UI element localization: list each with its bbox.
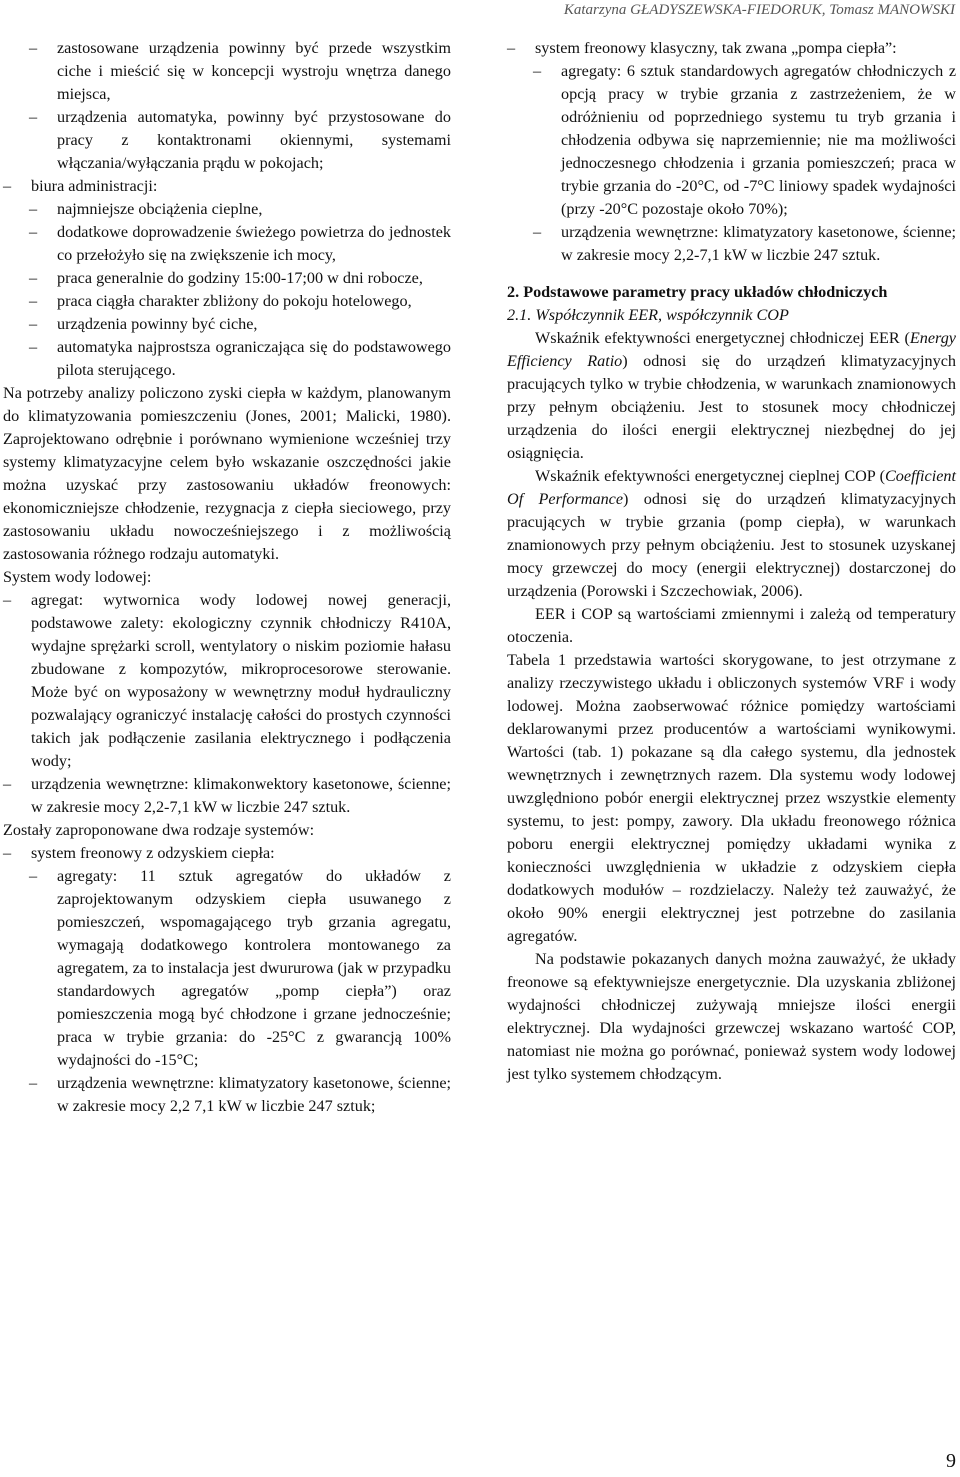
list-item-text: zastosowane urządzenia powinny być przede wszystkim ciche i mieścić się w koncepcji wystroju wnętrza danego miejsca, [57, 39, 451, 103]
dash-bullet-icon: – [29, 1074, 38, 1092]
list-item [3, 1072, 451, 1118]
running-header-authors: Katarzyna GŁADYSZEWSKA-FIEDORUK, Tomasz MANOWSKI [563, 2, 955, 18]
list-item-text: system freonowy klasyczny, tak zwana „pompa ciepła”: [535, 39, 897, 57]
paragraph-conclusion: Na podstawie pokazanych danych można zauważyć, że układy freonowe są efektywniejsze energetycznie. Dla uzyskania zbliżonej wydajności chłodniczej zużywają mniejsze ilości energii elektrycznej. Dla wydajności grzewczej wskazano wartość COP, natomiast nie można go porównać, ponieważ system wody lodowej jest tylko systemem chłodzącym. [507, 950, 956, 1083]
list-chilled-water-system [3, 589, 451, 819]
list-item [3, 175, 451, 198]
list-item [3, 865, 451, 1072]
list-item-text: biura administracji: [31, 177, 158, 195]
list-item-text: urządzenia wewnętrzne: klimatyzatory kasetonowe, ścienne; w zakresie mocy 2,2-7,1 kW w liczbie 247 sztuk. [561, 223, 956, 264]
list-item-text: urządzenia wewnętrzne: klimatyzatory kasetonowe, ścienne; w zakresie mocy 2,2 7,1 kW w liczbie 247 sztuk; [57, 1074, 451, 1115]
dash-bullet-icon: – [29, 200, 38, 218]
list-item-text: praca ciągła charakter zbliżony do pokoju hotelowego, [57, 292, 412, 310]
paragraph-eer-definition: Wskaźnik efektywności energetycznej chłodniczej EER (Energy Efficiency Ratio) odnosi się do urządzeń klimatyzacyjnych pracujących tylko w trybie chłodzenia, w warunkach znamionowych przy pełnym obciążeniu. Jest to stosunek mocy chłodniczej urządzenia do ilości energii elektrycznej niezbędnej do jej osiągnięcia. [507, 329, 956, 462]
list-item [3, 290, 451, 313]
list-item [3, 106, 451, 175]
paragraph-heat-gains-analysis: Na potrzeby analizy policzono zyski ciepła w każdym, planowanym do klimatyzowania pomieszczeniu (Jones, 2001; Malicki, 1980). Zaprojektowano odrębnie i porównano wymienione wcześniej trzy systemy klimatyzacyjne celem było wskazanie oszczędności jakie można uzyskać przy zastosowaniu układów freonowych: ekonomiczniejsze chłodzenie, rezygnacja z ciepła sieciowego, przy zastosowaniu układu nowocześniejszego i z możliwością zastosowania różnego rodzaju automatyki. [3, 384, 451, 563]
dash-bullet-icon: – [29, 292, 38, 310]
left-list-usage-requirements [3, 37, 451, 382]
left-column [3, 37, 451, 1118]
list-item [507, 221, 956, 267]
list-item [3, 773, 451, 819]
paragraph-cop-definition: Wskaźnik efektywności energetycznej cieplnej COP (Coefficient Of Performance) odnosi się do urządzeń klimatyzacyjnych pracujących w trybie grzania (pomp ciepła), w warunkach znamionowych przy pełnym obciążeniu. Jest to stosunek uzyskanej mocy grzewczej do mocy (energii elektrycznej) dostarczonej do urządzenia (Porowski i Szczechowiak, 2006). [507, 467, 956, 600]
list-item [3, 336, 451, 382]
list-item [3, 842, 451, 865]
list-item-text: agregaty: 6 sztuk standardowych agregatów chłodniczych z opcją pracy w trybie grzania z zastrzeżeniem, że w odróżnieniu od poprzedniego systemu tu tryb grzania i chłodzenia odbywa się naprzemiennie; nie ma możliwości jednoczesnego chłodzenia i grzania pomieszczeń; praca w trybie grzania do -20°C, od -7°C liniowy spadek wydajności (przy -20°C pozostaje około 70%); [561, 62, 956, 218]
list-item [3, 267, 451, 290]
dash-bullet-icon: – [3, 591, 12, 609]
dash-bullet-icon: – [3, 844, 12, 862]
list-item-text: praca generalnie do godziny 15:00-17;00 w dni robocze, [57, 269, 423, 287]
list-item-text: urządzenia wewnętrzne: klimakonwektory kasetonowe, ścienne; w zakresie mocy 2,2-7,1 kW w liczbie 247 sztuk. [31, 775, 451, 816]
dash-bullet-icon: – [533, 62, 542, 80]
section-heading-2: 2. Podstawowe parametry pracy układów chłodniczych [507, 283, 888, 301]
list-item [507, 60, 956, 221]
dash-bullet-icon: – [29, 223, 38, 241]
dash-bullet-icon: – [3, 177, 12, 195]
list-item [3, 37, 451, 106]
dash-bullet-icon: – [29, 108, 38, 126]
list-item-text: urządzenia powinny być ciche, [57, 315, 258, 333]
dash-bullet-icon: – [29, 269, 38, 287]
list-item-text: system freonowy z odzyskiem ciepła: [31, 844, 275, 862]
heading-proposed-systems: Zostały zaproponowane dwa rodzaje systemów: [3, 821, 315, 839]
list-classic-freon-system [507, 37, 956, 267]
list-item [3, 589, 451, 773]
dash-bullet-icon: – [507, 39, 516, 57]
list-item-text: urządzenia automatyka, powinny być przystosowane do pracy z kontaktronami okiennymi, systemami włączania/wyłączania prądu w pokojach; [57, 108, 451, 172]
dash-bullet-icon: – [29, 338, 38, 356]
term-coefficient-of-performance: Coefficient Of Performance [507, 467, 956, 508]
term-energy-efficiency-ratio: Energy Efficiency Ratio [507, 329, 956, 370]
list-item [3, 313, 451, 336]
list-item-text: agregat: wytwornica wody lodowej nowej generacji, podstawowe zalety: ekologiczny czynnik chłodniczy R410A, wydajne sprężarki scroll, wentylatory o niskim poziomie hałasu zbudowane z kompozytów, mikroprocesorowe sterowanie. Może być on wyposażony w wewnętrzny moduł hydrauliczny pozwalający ograniczyć instalację całości do prostych czynności takich jak podłączenie zasilania elektrycznego i podłączenia wody; [31, 591, 451, 770]
list-item [3, 198, 451, 221]
list-item-text: automatyka najprostsza ograniczająca się do podstawowego pilota sterującego. [57, 338, 451, 379]
list-item [3, 221, 451, 267]
dash-bullet-icon: – [29, 867, 38, 885]
heading-chilled-water-system: System wody lodowej: [3, 568, 152, 586]
list-proposed-systems [3, 842, 451, 1118]
subsection-heading-2-1: 2.1. Współczynnik EER, współczynnik COP [507, 306, 789, 324]
paragraph-eer-cop-variability: EER i COP są wartościami zmiennymi i zależą od temperatury otoczenia. [507, 605, 956, 646]
page-number: 9 [946, 1450, 956, 1472]
dash-bullet-icon: – [533, 223, 542, 241]
list-item-text: najmniejsze obciążenia cieplne, [57, 200, 263, 218]
dash-bullet-icon: – [29, 315, 38, 333]
right-column [507, 37, 956, 1086]
list-item-text: agregaty: 11 sztuk agregatów do układów z zaprojektowanym odzyskiem ciepła usuwanego z pomieszczeń, wspomagającego tryb grzania agregatu, wymagają dodatkowego kontrolera montowanego za agregatem, za to instalacja jest dwururowa (jak w przypadku standardowych agregatów „pomp ciepła”) oraz pomieszczenia mogą być chłodzone i grzane jednocześnie; praca w trybie grzania: do -25°C z gwarancją 100% wydajności do -15°C; [57, 867, 451, 1069]
dash-bullet-icon: – [29, 39, 38, 57]
list-item-text: dodatkowe doprowadzenie świeżego powietrza do jednostek co przełożyło się na zwiększenie ich mocy, [57, 223, 451, 264]
list-item [507, 37, 956, 60]
dash-bullet-icon: – [3, 775, 12, 793]
paragraph-table-description: Tabela 1 przedstawia wartości skorygowane, to jest otrzymane z analizy rzeczywistego układu i obliczonych systemów VRF i wody lodowej. Można zaobserwować różnice pomiędzy wartościami deklarowanymi przez producentów a wartościami wynikowymi. Wartości (tab. 1) pokazane są dla całego systemu, dla jednostek wewnętrznych i zewnętrznych razem. Dla systemu wody lodowej uwzględniono pobór energii elektrycznej przez wszystkie elementy systemu, to jest: pompy, zawory. Dla układu freonowego różnica poboru energii elektrycznej pomiędzy układami wynika z konieczności uwzględnienia w układzie z odzyskiem ciepła dodatkowych modułów – rozdzielaczy. Należy też zauważyć, że około 90% energii elektrycznej jest potrzebne do zasilania agregatów. [507, 651, 956, 945]
